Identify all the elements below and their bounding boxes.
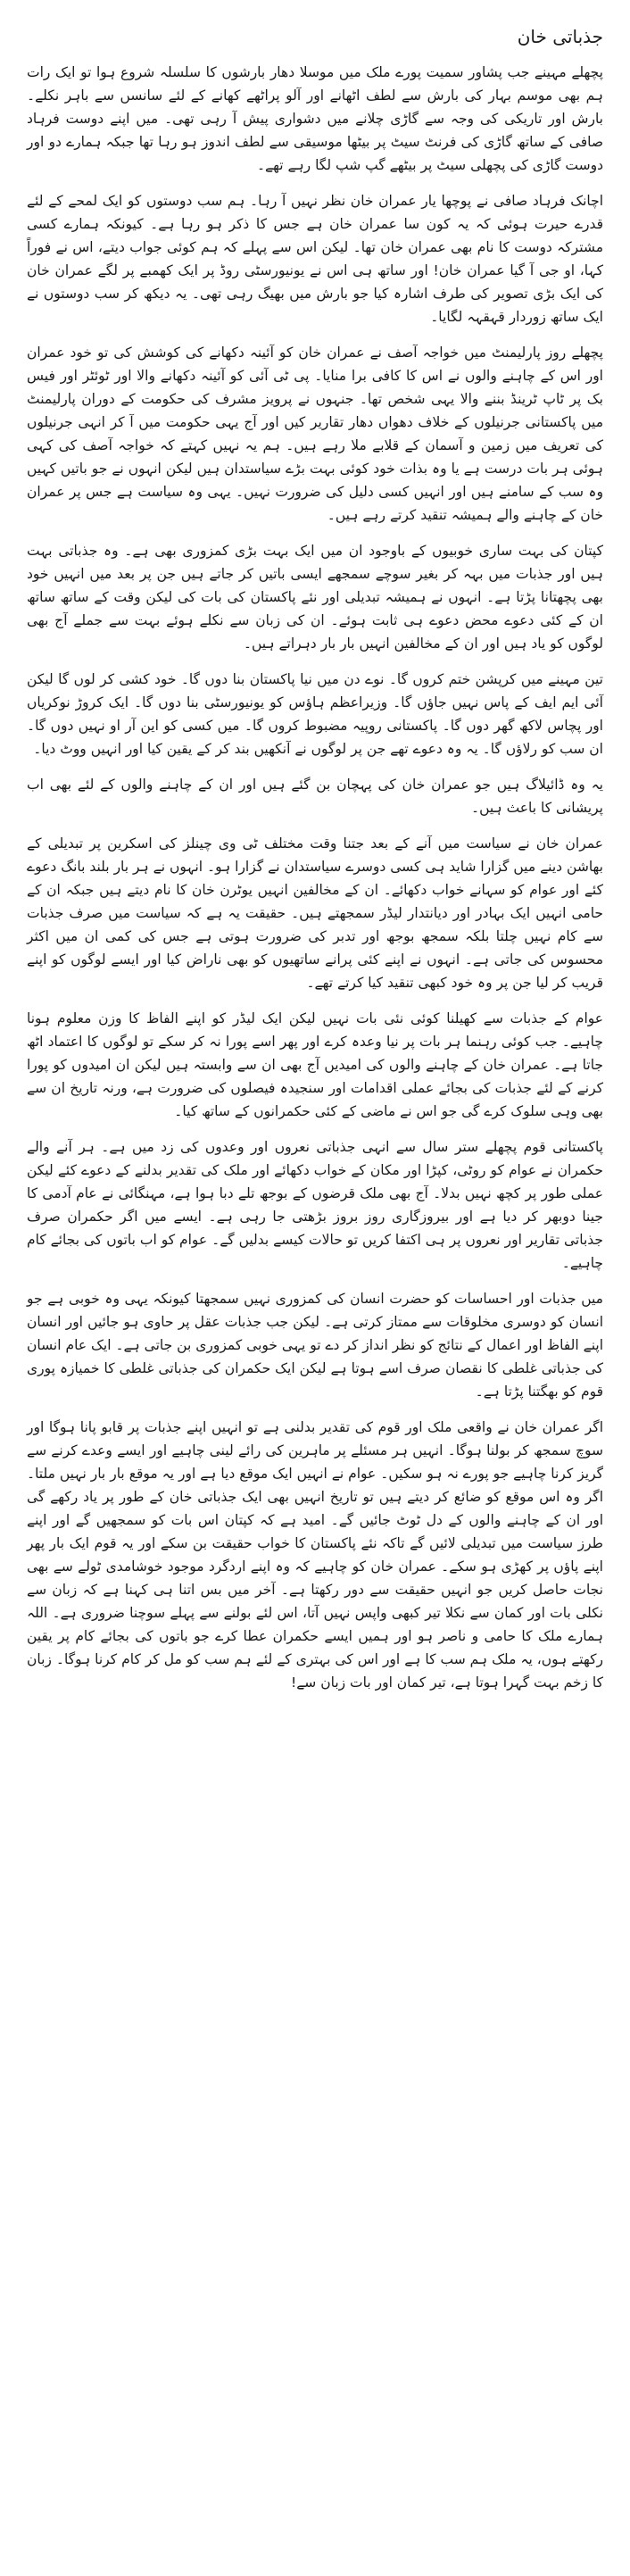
article-paragraph-9: پاکستانی قوم پچھلے ستر سال سے انہی جذباتی نعروں اور وعدوں کی زد میں ہے۔ ہر آنے والے حکمران نے عوام کو روٹی، کپڑا اور مکان کے خواب دکھائے اور ملک کی تقدیر بدلنے کے دعوے کئے لیکن عملی طور پر کچھ نہیں بدلا۔ آج بھی ملک قرضوں کے بوجھ تلے دبا ہوا ہے، مہنگائی نے عام آدمی کا جینا دوبھر کر دیا ہے اور بیروزگاری روز بروز بڑھتی جا رہی ہے۔ ایسے میں اگر حکمران صرف جذباتی تقاریر اور نعروں پر ہی اکتفا کریں تو حالات کیسے بدلیں گے۔ عوام کو اب باتوں کی بجائے کام چاہیے۔ <box>27 1139 603 1271</box>
article-paragraph-11: اگر عمران خان نے واقعی ملک اور قوم کی تقدیر بدلنی ہے تو انہیں اپنے جذبات پر قابو پانا ہوگا اور سوچ سمجھ کر بولنا ہوگا۔ انہیں ہر مسئلے پر ماہرین کی رائے لینی چاہیے اور ایسے وعدے کرنے سے گریز کرنا چاہیے جو پورے نہ ہو سکیں۔ عوام نے انہیں ایک موقع دیا ہے اور یہ موقع بار بار نہیں ملتا۔ اگر وہ اس موقع کو ضائع کر دیتے ہیں تو تاریخ انہیں بھی ایک جذباتی خان کے طور پر یاد رکھے گی اور ان کے چاہنے والوں کے دل ٹوٹ جائیں گے۔ امید ہے کہ کپتان اس بات کو سمجھیں گے اور اپنے طرز سیاست میں تبدیلی لائیں گے تاکہ نئے پاکستان کا خواب حقیقت بن سکے اور یہ قوم ایک بار پھر اپنے پاؤں پر کھڑی ہو سکے۔ عمران خان کو چاہیے کہ وہ اپنے اردگرد موجود خوشامدی ٹولے سے بھی نجات حاصل کریں جو انہیں حقیقت سے دور رکھتا ہے۔ آخر میں بس اتنا ہی کہنا ہے کہ زبان سے نکلی بات اور کمان سے نکلا تیر کبھی واپس نہیں آتا، اس لئے بولنے سے پہلے سوچنا ضروری ہے۔ اللہ ہمارے ملک کا حامی و ناصر ہو اور ہمیں ایسے حکمران عطا کرے جو باتوں کی بجائے کام پر یقین رکھتے ہوں، یہ ملک ہم سب کا ہے اور اس کی بہتری کے لئے ہم سب کو مل کر کام کرنا ہوگا۔ زبان کا زخم بہت گہرا ہوتا ہے، تیر کمان اور بات زبان سے! <box>27 1419 603 1691</box>
article-paragraph-3: پچھلے روز پارلیمنٹ میں خواجہ آصف نے عمران خان کو آئینہ دکھانے کی کوشش کی تو خود عمران اور اس کے چاہنے والوں نے اس کا کافی برا منایا۔ پی ٹی آئی کو آئینہ دکھانے والا اور ٹوئٹر اور فیس بک پر ٹاپ ٹرینڈ بننے والا یہی شخص تھا۔ جنہوں نے پرویز مشرف کی حکومت کے دوران پارلیمنٹ میں پاکستانی جرنیلوں کے خلاف دھواں دھار تقاریر کیں اور آج یہی حکومت میں آ کر انہی جرنیلوں کی تعریف میں زمین و آسمان کے قلابے ملا رہے ہیں۔ ہم یہ نہیں کہتے کہ خواجہ آصف کی کہی ہوئی ہر بات درست ہے یا وہ بذات خود کوئی بہت بڑے سیاستدان ہیں لیکن انہوں نے جو باتیں کہیں وہ سب کے سامنے ہیں اور انہیں کسی دلیل کی ضرورت نہیں۔ یہی وہ سیاست ہے جس پر عمران خان کے چاہنے والے ہمیشہ تنقید کرتے رہے ہیں۔ <box>27 345 603 523</box>
article-paragraph-1: پچھلے مہینے جب پشاور سمیت پورے ملک میں موسلا دھار بارشوں کا سلسلہ شروع ہوا تو ایک رات ہم بھی موسم بہار کی بارش سے لطف اٹھانے اور آلو پراٹھے کھانے کے لئے سانسں سے باہر نکلے۔ بارش اور تاریکی کی وجہ سے گاڑی چلانے میں دشواری پیش آ رہی تھی۔ میں اپنے دوست فرہاد صافی کے ساتھ گاڑی کی فرنٹ سیٹ پر بیٹھا موسیقی سے لطف اندوز ہو رہا تھا جبکہ ہمارے دو اور دوست گاڑی کی پچھلی سیٹ پر بیٹھے گپ شپ لگا رہے تھے۔ <box>27 64 603 173</box>
article-paragraph-10: میں جذبات اور احساسات کو حضرت انسان کی کمزوری نہیں سمجھتا کیونکہ یہی وہ خوبی ہے جو انسان کو دوسری مخلوقات سے ممتاز کرتی ہے۔ لیکن جب جذبات عقل پر حاوی ہو جائیں اور انسان اپنے الفاظ اور اعمال کے نتائج کو نظر انداز کر دے تو یہی خوبی کمزوری بن جاتی ہے۔ ایک عام انسان کی جذباتی غلطی کا نقصان صرف اسے ہوتا ہے لیکن ایک حکمران کی جذباتی غلطی کا خمیازہ پوری قوم کو بھگتنا پڑتا ہے۔ <box>27 1291 603 1400</box>
article-paragraph-4: کپتان کی بہت ساری خوبیوں کے باوجود ان میں ایک بہت بڑی کمزوری بھی ہے۔ وہ جذباتی بہت ہیں اور جذبات میں بہہ کر بغیر سوچے سمجھے ایسی باتیں کر جاتے ہیں جن پر بعد میں انہیں خود بھی پچھتانا پڑتا ہے۔ انہوں نے ہمیشہ تبدیلی اور نئے پاکستان کی بات کی لیکن وقت کے ساتھ ساتھ ان کے کئی دعوے محض دعوے ہی ثابت ہوئے۔ ان کی زبان سے نکلے ہوئے بہت سے جملے آج بھی لوگوں کو یاد ہیں اور ان کے مخالفین انہیں بار بار دہراتے ہیں۔ <box>27 543 603 652</box>
article-paragraph-6: یہ وہ ڈائیلاگ ہیں جو عمران خان کی پہچان بن گئے ہیں اور ان کے چاہنے والوں کے لئے بھی اب پریشانی کا باعث ہیں۔ <box>27 777 603 816</box>
article-paragraph-7: عمران خان نے سیاست میں آنے کے بعد جتنا وقت مختلف ٹی وی چینلز کی اسکرین پر تبدیلی کے بھاشن دینے میں گزارا شاید ہی کسی دوسرے سیاستدان نے گزارا ہو۔ انہوں نے ہر بار بلند بانگ دعوے کئے اور عوام کو سہانے خواب دکھائے۔ ان کے مخالفین انہیں یوٹرن خان کا نام دیتے ہیں جبکہ ان کے حامی انہیں ایک بہادر اور دیانتدار لیڈر سمجھتے ہیں۔ حقیقت یہ ہے کہ سیاست میں صرف جذبات سے کام نہیں چلتا بلکہ سمجھ بوجھ اور تدبر کی ضرورت ہوتی ہے جس کی کمی ان میں اکثر محسوس کی جاتی ہے۔ انہوں نے اپنے کئی پرانے ساتھیوں کو بھی ناراض کیا اور ایسے لوگوں کو اپنے قریب کر لیا جن پر وہ خود کبھی تنقید کیا کرتے تھے۔ <box>27 835 603 991</box>
article-paragraph-5: تین مہینے میں کرپشن ختم کروں گا۔ نوے دن میں نیا پاکستان بنا دوں گا۔ خود کشی کر لوں گا لیکن آئی ایم ایف کے پاس نہیں جاؤں گا۔ وزیراعظم ہاؤس کو یونیورسٹی بنا دوں گا۔ ایک کروڑ نوکریاں اور پچاس لاکھ گھر دوں گا۔ پاکستانی روپیہ مضبوط کروں گا۔ میں کسی کو این آر او نہیں دوں گا۔ ان سب کو رلاؤں گا۔ یہ وہ دعوے تھے جن پر لوگوں نے آنکھیں بند کر کے یقین کیا اور انہیں ووٹ دیا۔ <box>27 671 603 757</box>
article-title: جذباتی خان <box>517 26 603 47</box>
article-paragraph-2: اچانک فرہاد صافی نے پوچھا یار عمران خان نظر نہیں آ رہا۔ ہم سب دوستوں کو ایک لمحے کے لئے قدرے حیرت ہوئی کہ یہ کون سا عمران خان ہے جس کا ذکر ہو رہا ہے۔ کیونکہ ہمارے کسی مشترکہ دوست کا نام بھی عمران خان تھا۔ لیکن اس سے پہلے کہ ہم کوئی جواب دیتے، اس نے فوراً کہا، او جی آ گیا عمران خان! اور ساتھ ہی اس نے یونیورسٹی روڈ پر ایک کھمبے پر لگے عمران خان کی ایک بڑی تصویر کی طرف اشارہ کیا جو بارش میں بھیگ رہی تھی۔ یہ دیکھ کر سب دوستوں نے ایک ساتھ زوردار قہقہہ لگایا۔ <box>27 193 603 325</box>
article-paragraph-8: عوام کے جذبات سے کھیلنا کوئی نئی بات نہیں لیکن ایک لیڈر کو اپنے الفاظ کا وزن معلوم ہونا چاہیے۔ جب کوئی رہنما ہر بات پر نیا وعدہ کرے اور پھر اسے پورا نہ کر سکے تو لوگوں کا اعتماد اٹھ جاتا ہے۔ عمران خان کے چاہنے والوں کی امیدیں آج بھی ان سے وابستہ ہیں لیکن ان امیدوں کو پورا کرنے کے لئے جذبات کی بجائے عملی اقدامات اور سنجیدہ فیصلوں کی ضرورت ہے، ورنہ تاریخ ان سے بھی وہی سلوک کرے گی جو اس نے ماضی کے کئی حکمرانوں کے ساتھ کیا۔ <box>27 1010 603 1119</box>
